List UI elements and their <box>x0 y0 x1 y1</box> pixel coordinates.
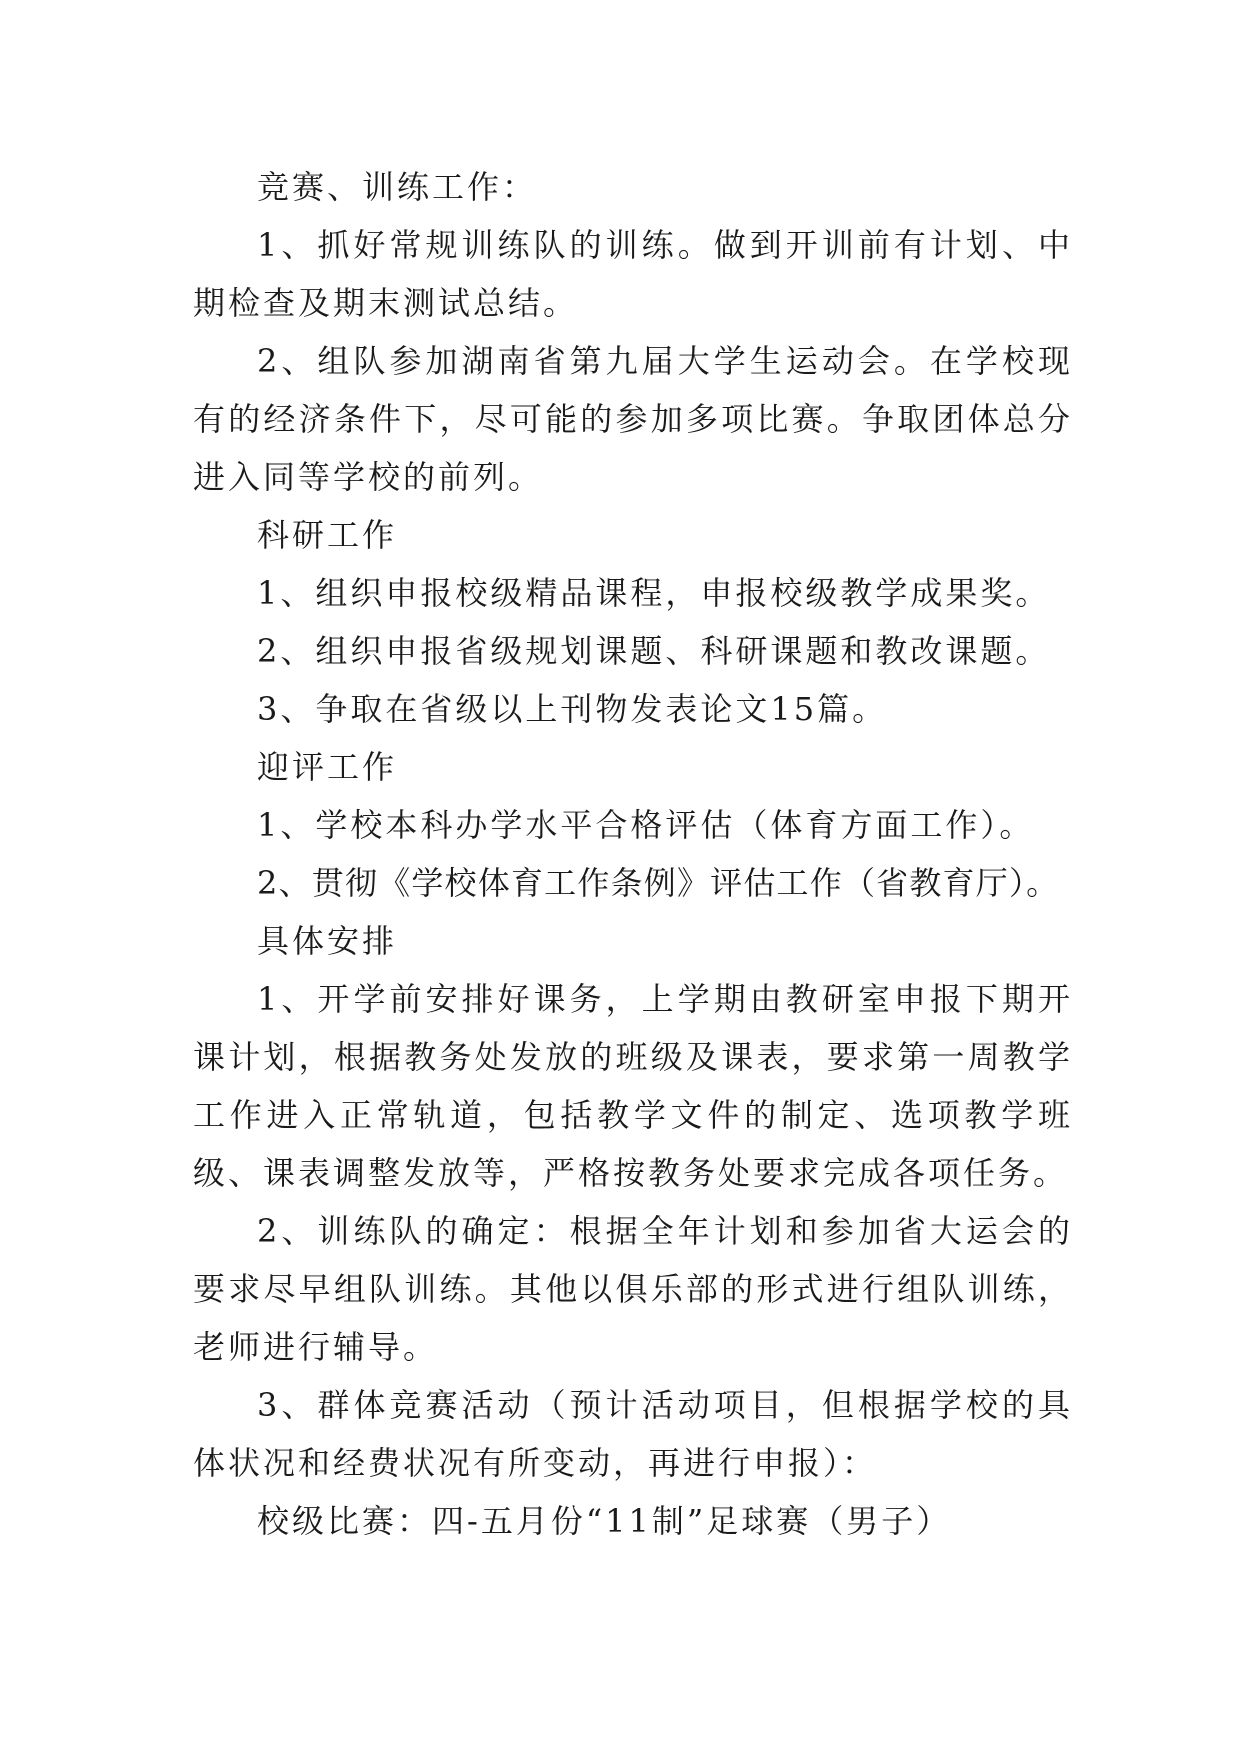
paragraph-research-2: 2、组织申报省级规划课题、科研课题和教改课题。 <box>257 632 1051 670</box>
paragraph-competition-1: 1、抓好常规训练队的训练。做到开训前有计划、中期检查及期末测试总结。 <box>193 226 1073 322</box>
paragraph-competition-2: 2、组队参加湖南省第九届大学生运动会。在学校现有的经济条件下，尽可能的参加多项比赛。争取团体总分进入同等学校的前列。 <box>193 342 1073 496</box>
section-heading-competition: 竞赛、训练工作： <box>257 168 538 206</box>
section-heading-evaluation: 迎评工作 <box>257 748 398 786</box>
paragraph-evaluation-1: 1、学校本科办学水平合格评估（体育方面工作）。 <box>257 806 1035 844</box>
paragraph-arrangement-1: 1、开学前安排好课务，上学期由教研室申报下期开课计划，根据教务处发放的班级及课表，要求第一周教学工作进入正常轨道，包括教学文件的制定、选项教学班级、课表调整发放等，严格按教务处要求完成各项任务。 <box>193 980 1073 1192</box>
paragraph-arrangement-2: 2、训练队的确定：根据全年计划和参加省大运会的要求尽早组队训练。其他以俱乐部的形式进行组队训练，老师进行辅导。 <box>193 1212 1073 1366</box>
paragraph-evaluation-2: 2、贯彻《学校体育工作条例》评估工作（省教育厅）。 <box>257 864 1060 902</box>
paragraph-research-3: 3、争取在省级以上刊物发表论文15篇。 <box>257 690 888 728</box>
section-heading-arrangement: 具体安排 <box>257 922 398 960</box>
paragraph-research-1: 1、组织申报校级精品课程，申报校级教学成果奖。 <box>257 574 1051 612</box>
document-body <box>193 158 1073 1550</box>
paragraph-school-competition: 校级比赛：四-五月份“11制”足球赛（男子） <box>257 1502 952 1540</box>
paragraph-arrangement-3: 3、群体竞赛活动（预计活动项目，但根据学校的具体状况和经费状况有所变动，再进行申报）： <box>193 1386 1073 1482</box>
section-heading-research: 科研工作 <box>257 516 398 554</box>
